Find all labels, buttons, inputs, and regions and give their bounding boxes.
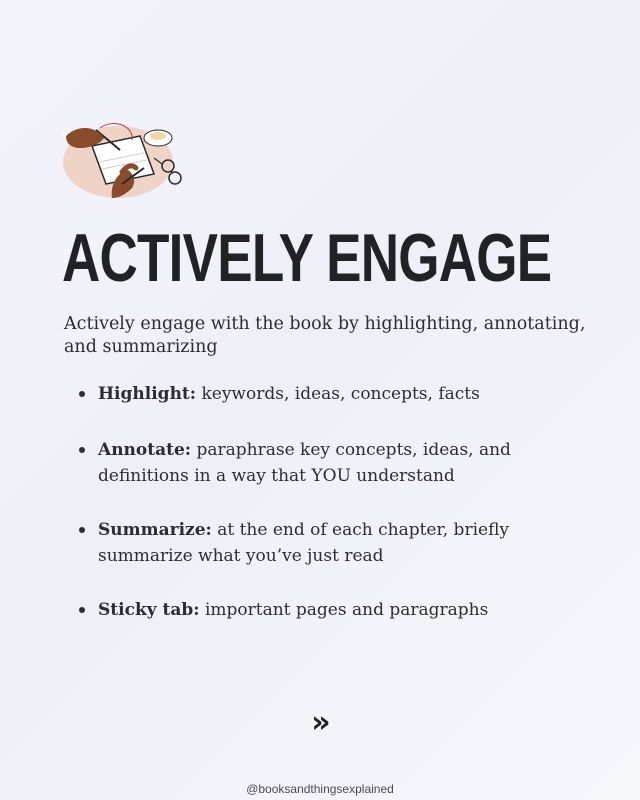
bullet-icon: [79, 447, 85, 453]
tips-list: [74, 381, 574, 623]
page-title: ACTIVELY ENGAGE: [62, 220, 552, 296]
reading-illustration: [62, 118, 188, 200]
tip-highlight: [74, 381, 574, 407]
tip-text: important pages and paragraphs: [199, 600, 489, 620]
bullet-icon: [79, 527, 85, 533]
intro-text: Actively engage with the book by highlighting, annotating, and summarizing: [64, 314, 586, 357]
tip-text: keywords, ideas, concepts, facts: [196, 384, 480, 404]
tip-term: Highlight:: [98, 384, 197, 404]
tip-text: at the end of each chapter, briefly summarize what you’ve just read: [98, 520, 510, 566]
double-chevron-right-icon[interactable]: »: [311, 705, 331, 740]
tip-term: Annotate:: [98, 440, 192, 460]
tip-summarize: [74, 517, 574, 569]
tip-sticky-tab: [74, 597, 574, 623]
bullet-icon: [79, 607, 85, 613]
tip-term: Summarize:: [98, 520, 212, 540]
tip-annotate: [74, 437, 574, 489]
author-handle: @booksandthingsexplained: [246, 782, 394, 796]
tip-text: paraphrase key concepts, ideas, and definitions in a way that YOU understand: [98, 440, 511, 486]
tip-term: Sticky tab:: [98, 600, 200, 620]
bullet-icon: [79, 391, 85, 397]
